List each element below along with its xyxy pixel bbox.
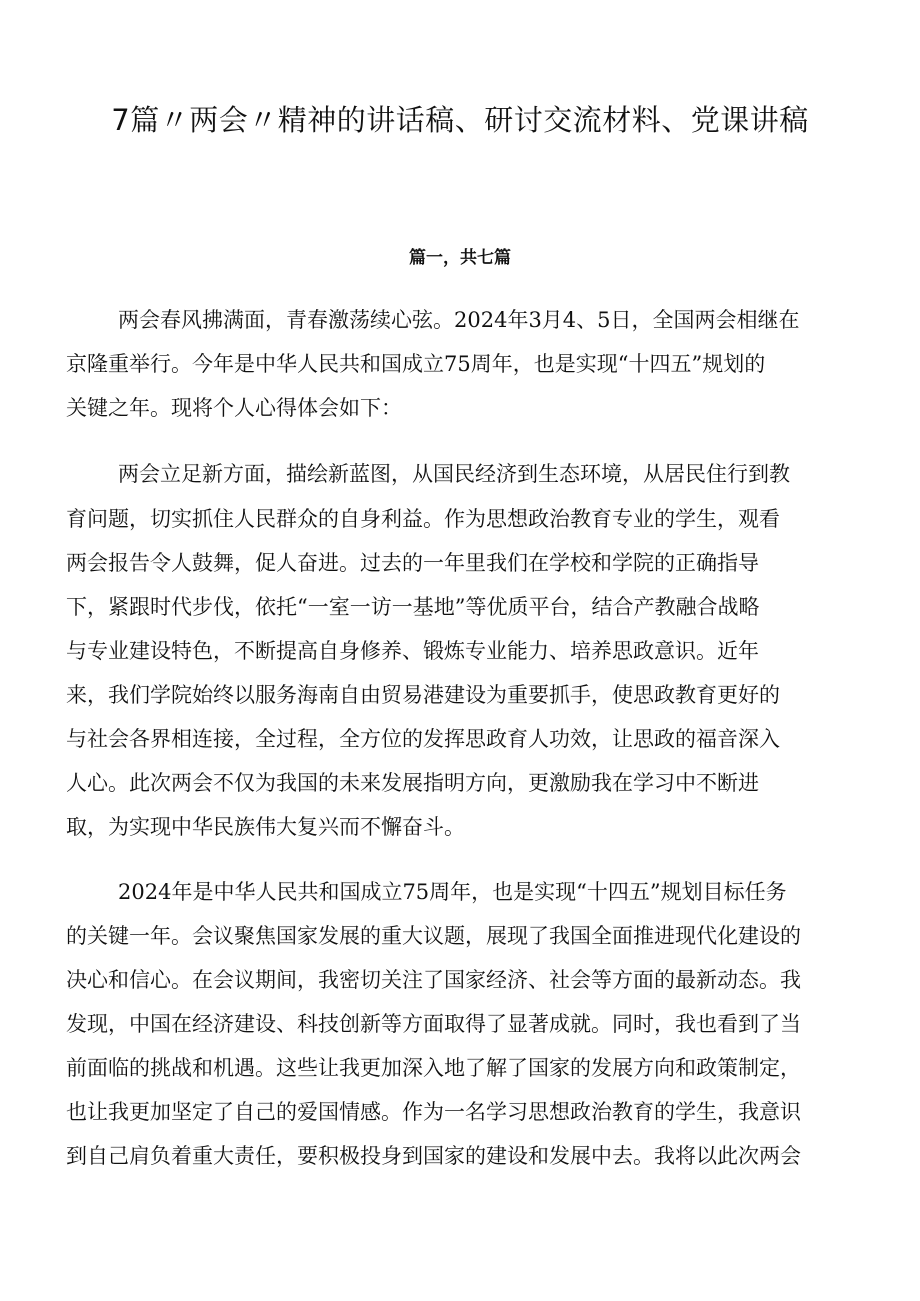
paragraph-line: 育问题，切实抓住人民群众的自身利益。作为思想政治教育专业的学生，观看 bbox=[66, 507, 780, 531]
paragraph-line: 与专业建设特色，不断提高自身修养、锻炼专业能力、培养思政意识。近年 bbox=[66, 639, 759, 663]
paragraph-line: 与社会各界相连接，全过程，全方位的发挥思政育人功效，让思政的福音深入 bbox=[66, 727, 780, 751]
paragraph-line: 发现，中国在经济建设、科技创新等方面取得了显著成就。同时，我也看到了当 bbox=[66, 1012, 801, 1036]
paragraph-line: 人心。此次两会不仅为我国的未来发展指明方向，更激励我在学习中不断进 bbox=[66, 771, 759, 795]
paragraph-line: 也让我更加坚定了自己的爱国情感。作为一名学习思想政治教育的学生，我意识 bbox=[66, 1100, 801, 1124]
paragraph-line: 2024年是中华人民共和国成立75周年，也是实现“十四五”规划目标任务 bbox=[118, 880, 787, 904]
paragraph-line: 前面临的挑战和机遇。这些让我更加深入地了解了国家的发展方向和政策制定， bbox=[66, 1056, 801, 1080]
paragraph-line: 决心和信心。在会议期间，我密切关注了国家经济、社会等方面的最新动态。我 bbox=[66, 968, 801, 992]
paragraph-line: 下，紧跟时代步伐，依托“一室一访一基地”等优质平台，结合产教融合战略 bbox=[66, 595, 760, 619]
paragraph-line: 的关键一年。会议聚焦国家发展的重大议题，展现了我国全面推进现代化建设的 bbox=[66, 924, 801, 948]
paragraph-line: 两会立足新方面，描绘新蓝图，从国民经济到生态环境，从居民住行到教 bbox=[118, 462, 790, 486]
paragraph-line: 来，我们学院始终以服务海南自由贸易港建设为重要抓手，使思政教育更好的 bbox=[66, 683, 780, 707]
document-title: 7篇〃两会〃精神的讲话稿、研讨交流材料、党课讲稿 bbox=[111, 103, 809, 137]
paragraph-line: 取，为实现中华民族伟大复兴而不懈奋斗。 bbox=[66, 815, 465, 839]
paragraph-line: 两会春风拂满面，青春激荡续心弦。2024年3月4、5日，全国两会相继在 bbox=[118, 308, 800, 332]
paragraph-line: 关键之年。现将个人心得体会如下： bbox=[66, 396, 402, 420]
section-heading: 篇一，共七篇 bbox=[409, 248, 511, 268]
paragraph-line: 到自己肩负着重大责任，要积极投身到国家的建设和发展中去。我将以此次两会 bbox=[66, 1144, 801, 1168]
paragraph-line: 两会报告令人鼓舞，促人奋进。过去的一年里我们在学校和学院的正确指导 bbox=[66, 551, 759, 575]
paragraph-line: 京隆重举行。今年是中华人民共和国成立75周年，也是实现“十四五”规划的 bbox=[66, 352, 766, 376]
